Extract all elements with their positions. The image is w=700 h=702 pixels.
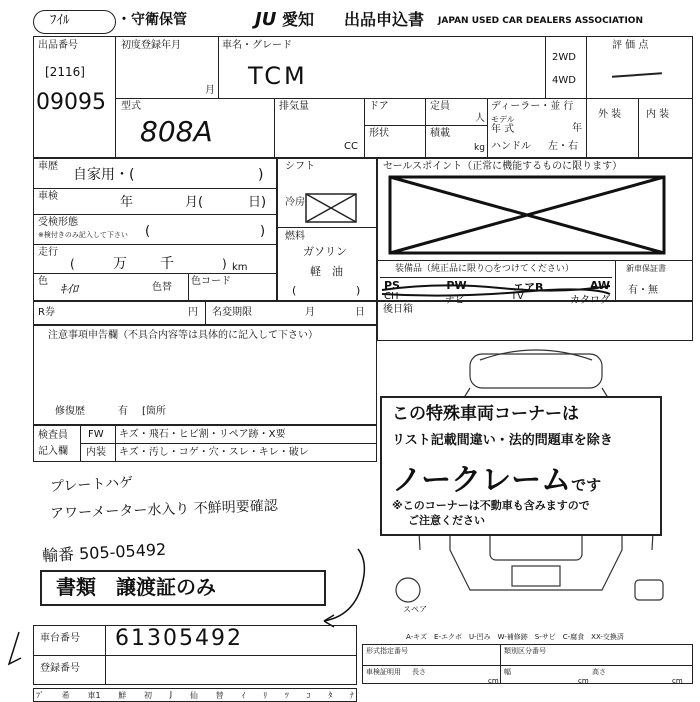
- bottom-cell: J: [169, 690, 173, 699]
- bottom-cell: 車1: [87, 691, 101, 700]
- repair-part: [箇所: [142, 406, 166, 417]
- inspector-label-1: 検査員: [38, 430, 68, 441]
- bottom-cell: 希: [61, 691, 70, 700]
- bottom-cell: 仙: [189, 691, 198, 700]
- bottom-cell: ﾀ: [328, 691, 333, 700]
- rating-label: 評 価 点: [612, 40, 649, 51]
- bottom-cell: ﾂ: [284, 691, 289, 700]
- notice-line-2: リスト記載間違い・法的問題車を除き: [392, 433, 613, 448]
- handle-options: 左・右: [548, 141, 578, 152]
- handle-label: ハンドル: [491, 141, 531, 152]
- documents-arrow: [320, 545, 370, 635]
- inspection-month: 月(: [185, 195, 204, 210]
- bottom-cell: ﾌﾞ: [36, 691, 44, 700]
- inspector-fw-items: キズ・飛石・ヒビ割・リペア跡・X要: [119, 429, 286, 440]
- equipment-scribble: [380, 278, 612, 300]
- model-value: 808A: [140, 115, 213, 148]
- warranty-label: 新車保証書: [626, 264, 666, 273]
- class-label: 類別区分番号: [504, 647, 546, 655]
- handwritten-line-2: アワーメーター水入り 不鮮明要確認: [49, 498, 278, 522]
- corner-label: ・守衛保管: [117, 12, 187, 28]
- form-title: 出品申込書: [344, 10, 425, 29]
- diagram-spare-label: スペア: [403, 605, 427, 614]
- bottom-cell: 初: [144, 691, 153, 700]
- equipment-label: 装備品（純正品に限り○をつけてください）: [395, 264, 574, 274]
- r-ticket-label: R券: [38, 307, 55, 318]
- association-name: JAPAN USED CAR DEALERS ASSOCIATION: [438, 16, 643, 26]
- name-change-label: 名変期限: [212, 307, 252, 318]
- later-docs-label: 後日箱: [383, 304, 413, 315]
- bottom-cell: 鮮: [118, 691, 127, 700]
- damage-legend: A-キズ E-エクボ U-凹み W-補修跡 S-サビ C-腐食 XX-交換済: [406, 633, 624, 641]
- rating-exterior: 外 装: [598, 109, 622, 120]
- bottom-cell: ﾘ: [263, 691, 268, 700]
- rating-interior: 内 装: [646, 109, 670, 120]
- length-unit: cm: [488, 677, 499, 685]
- inspector-interior: 内装: [86, 447, 106, 458]
- repair-option: 有: [118, 406, 128, 417]
- ac-crossed-box: [305, 193, 357, 223]
- name-change-day: 日: [355, 307, 365, 318]
- logo-region: 愛知: [282, 10, 315, 29]
- inspection-year: 年: [120, 195, 134, 210]
- fuel-gasoline: ガソリン: [303, 245, 347, 258]
- name-change-month: 月: [305, 307, 315, 318]
- bottom-cell: 替: [215, 691, 224, 700]
- fuel-open: (: [292, 284, 297, 297]
- lot-label: 出品番号: [38, 40, 78, 51]
- mileage-sen: 千: [160, 256, 174, 272]
- model-label: 型式: [121, 101, 141, 112]
- bottom-cell: ｺ: [306, 691, 311, 700]
- loading-close: ): [260, 224, 266, 239]
- displacement-unit: CC: [344, 141, 358, 152]
- model-year-unit: 年: [572, 123, 582, 134]
- color-value: ｷｲﾛ: [60, 282, 79, 296]
- length-label: 長さ: [412, 668, 426, 676]
- inspection-day: 日): [248, 195, 267, 210]
- ac-label: 冷房: [285, 197, 305, 208]
- mileage-unit: km: [232, 262, 248, 273]
- inspector-interior-items: キズ・汚し・コゲ・穴・スレ・キレ・破レ: [119, 447, 309, 458]
- equip-ch: CH: [384, 291, 399, 302]
- chassis-label: 車台番号: [40, 633, 80, 644]
- inspection-label: 車検: [38, 191, 58, 202]
- mileage-open: (: [70, 257, 75, 271]
- left-info-block: [33, 158, 277, 301]
- chassis-value: 61305492: [115, 626, 243, 651]
- notes-label: 注意事項申告欄（不具合内容等は具体的に記入して下さい）: [48, 330, 318, 341]
- capacity-label: 定員: [430, 101, 450, 112]
- handwritten-line-1: プレートハゲ: [49, 474, 134, 496]
- fuel-label: 燃料: [285, 231, 305, 242]
- documents-text: 書類 譲渡証のみ: [56, 575, 216, 599]
- loading-open: (: [145, 224, 151, 239]
- loading-label: 受検形態: [38, 217, 78, 228]
- payload-unit: kg: [474, 143, 485, 153]
- margin-check-mark: [5, 630, 25, 670]
- fuel-close: ): [356, 284, 361, 297]
- notice-line-3-suffix: です: [571, 476, 602, 494]
- sales-points-crossed-out: [388, 175, 666, 255]
- color-change: 色替: [152, 282, 172, 293]
- repair-label: 修復歴: [55, 406, 85, 417]
- notice-line-3-wrap: [392, 455, 601, 499]
- shift-label: シフト: [285, 161, 315, 172]
- width-unit: cm: [578, 677, 589, 685]
- notice-line-3: ノークレーム: [392, 463, 572, 498]
- inspector-label-2: 記入欄: [38, 446, 68, 457]
- lot-number: 09095: [36, 90, 106, 115]
- capacity-unit: 人: [475, 113, 485, 124]
- bottom-strip-cells: [36, 690, 354, 701]
- history-label: 車歴: [38, 161, 58, 172]
- equip-navi: ナビ: [444, 295, 465, 306]
- first-registration-unit: 月: [205, 85, 215, 96]
- history-value: 自家用・(: [73, 167, 135, 183]
- car-name-value: TCM: [248, 62, 308, 90]
- later-docs-box: [377, 301, 693, 341]
- equip-ps: PS: [384, 279, 400, 292]
- payload-label: 積載: [430, 128, 450, 139]
- mileage-man: 万: [113, 256, 127, 272]
- warranty-value: 有・無: [628, 285, 658, 296]
- corner-handwritten: ﾌｲﾙ: [50, 13, 70, 28]
- form-cert-label: 形式指定番号: [366, 647, 408, 655]
- shift-fuel-block: [277, 158, 377, 301]
- drive-2wd: 2WD: [552, 52, 576, 63]
- notice-line-5: ご注意ください: [408, 514, 485, 527]
- displacement-label: 排気量: [279, 101, 309, 112]
- corner-box: [33, 10, 116, 34]
- color-label: 色: [38, 276, 48, 287]
- loading-note: ※検付きのみ記入して下さい: [38, 231, 128, 239]
- first-registration-label: 初度登録年月: [121, 40, 181, 51]
- r-ticket-unit: 円: [188, 307, 198, 318]
- logo-mark: JU: [255, 9, 277, 30]
- color-code-label: 色コード: [191, 276, 231, 287]
- height-unit: cm: [672, 677, 683, 685]
- registration-label: 登録番号: [40, 663, 80, 674]
- car-name-label: 車名・グレード: [222, 40, 292, 51]
- doors-label: ドア: [369, 101, 389, 112]
- mileage-label: 走行: [38, 247, 58, 258]
- equip-catalog: カタログ: [569, 295, 610, 306]
- model-year-top: モデル: [491, 115, 515, 124]
- handwritten-plate-ref: 輸番 505-05492: [41, 539, 167, 566]
- model-year-label: 年 式: [491, 124, 515, 135]
- equip-pw: PW: [446, 279, 467, 292]
- shape-label: 形状: [369, 128, 389, 139]
- bottom-cell: ﾅ: [350, 691, 354, 700]
- mileage-close: ): [222, 257, 227, 271]
- bottom-cell: ｲ: [241, 691, 246, 700]
- width-label: 幅: [504, 668, 511, 676]
- height-label: 高さ: [592, 668, 606, 676]
- top-grid: [33, 36, 693, 158]
- equip-aw: AW: [589, 279, 610, 292]
- history-close: ): [258, 167, 264, 183]
- notice-line-4: ※このコーナーは不動車も含みますので: [392, 499, 590, 512]
- cert-label: 車検証明用: [366, 668, 401, 676]
- fuel-diesel: 軽 油: [310, 265, 343, 278]
- dealer-label: ディーラー・並 行: [491, 101, 574, 112]
- inspector-fw: FW: [88, 429, 104, 440]
- drive-4wd: 4WD: [552, 75, 576, 86]
- notice-line-1: この特殊車両コーナーは: [392, 404, 579, 424]
- equip-airbag: エアB: [513, 281, 544, 294]
- sales-points-label: セールスポイント（正常に機能するものに限ります）: [383, 161, 623, 172]
- lot-sub-number: [2116]: [45, 65, 85, 79]
- equip-tv: TV: [510, 291, 524, 302]
